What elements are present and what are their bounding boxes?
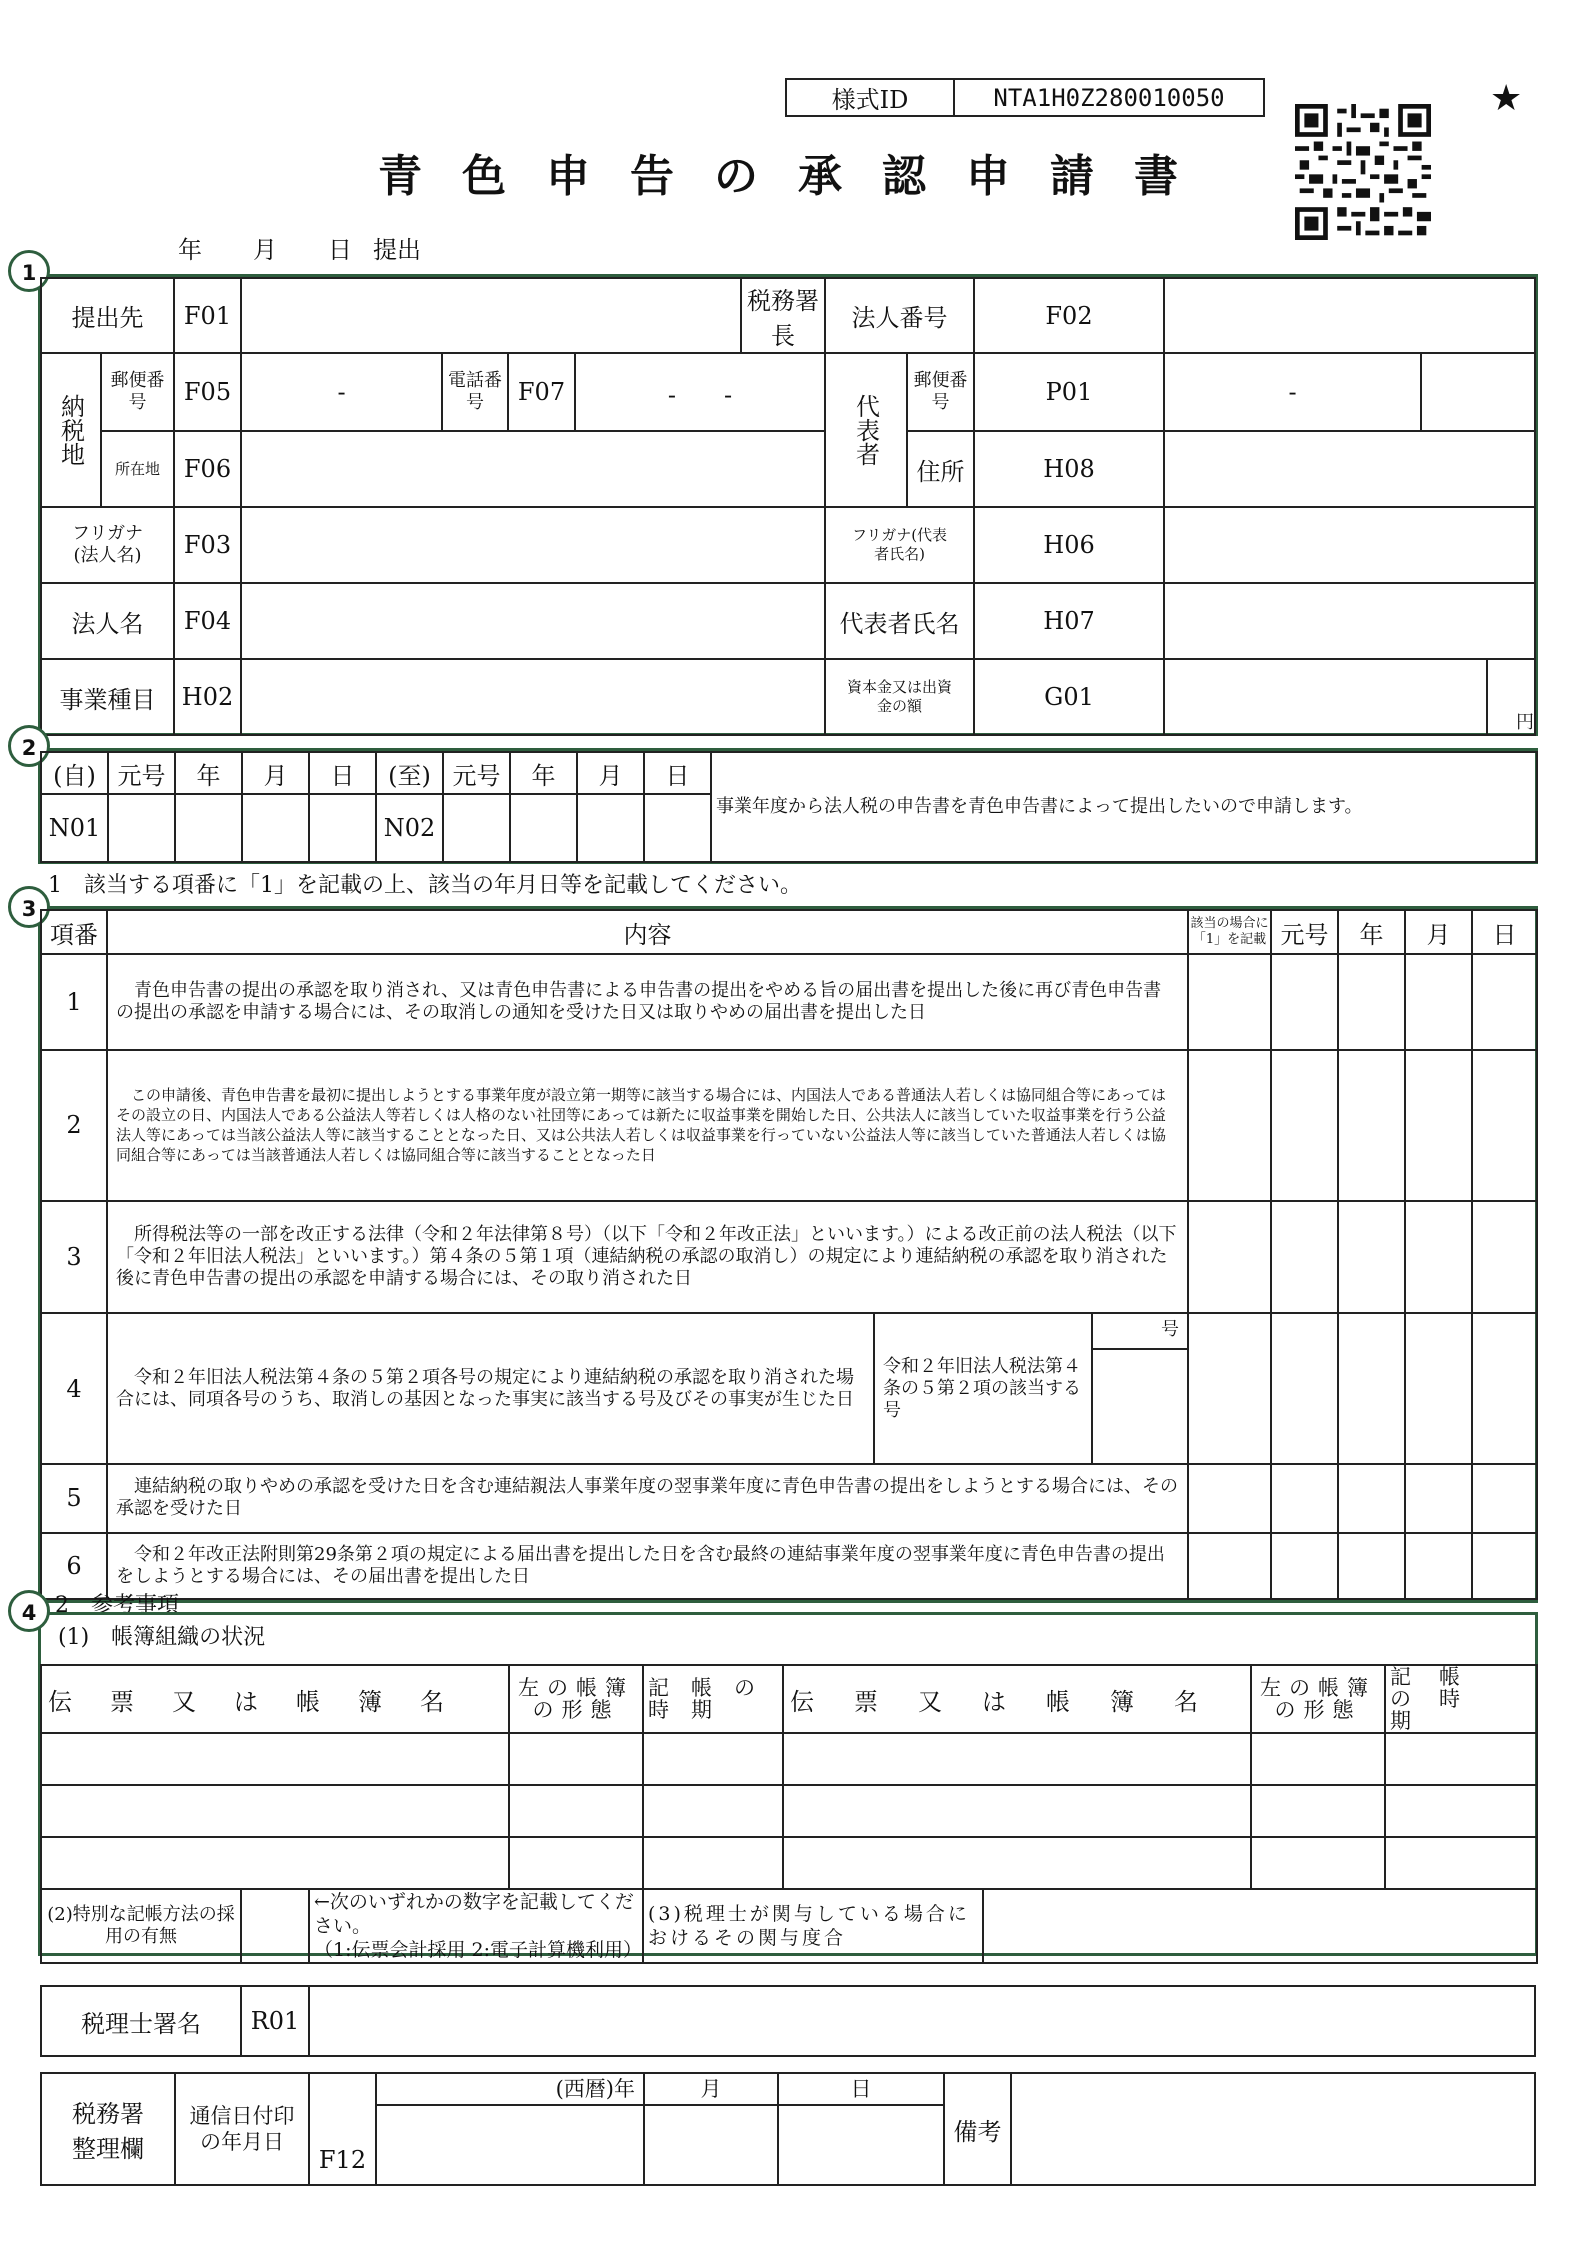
n02-tsuki-input[interactable] [577,794,644,862]
form-id-label: 様式ID [786,79,954,116]
f12-nen-input[interactable] [376,2105,644,2185]
row-4-text: 令和２年旧法人税法第４条の５第２項各号の規定により連結納税の承認を取り消された場合には、同項各号のうち、取消しの基因となった事実に該当する号及びその事実が生じた日 [107,1313,874,1464]
h-hi: 日 [1472,910,1537,954]
page-title: 青色申告の承認申請書 [378,151,1218,202]
ledger-3-form[interactable] [509,1837,643,1889]
instruction-text: 1 該当する項番に「1」を記載の上、該当の年月日等を記載してください。 [48,873,802,898]
shihonkin-label: 資本金又は出資金の額 [825,659,974,735]
sec4-title: 2 参考事項 [55,1593,179,1618]
jigyoshumoku-label: 事業種目 [41,659,174,735]
h02-label: H02 [174,659,241,735]
date-nen: 年 [178,236,202,264]
qr-code-icon [1295,104,1431,240]
date-hi: 日 [328,236,352,264]
special-method-note-2: （1:伝票会計採用 2:電子計算機利用） [314,1939,643,1961]
ledger-2-name[interactable] [41,1785,509,1837]
n01-hi-input[interactable] [309,794,376,862]
row-6-check-input[interactable] [1188,1533,1271,1599]
row-6-gengo-input[interactable] [1271,1533,1338,1599]
office-hi-label: 日 [778,2073,944,2105]
f01-label: F01 [174,278,241,353]
row-1-check-input[interactable] [1188,954,1271,1050]
h-ledger-period-1: 記帳の時期 [643,1665,783,1733]
f12-hi-input[interactable] [778,2105,944,2185]
row-4-no: 4 [41,1313,107,1464]
p01-label: P01 [974,353,1164,431]
f06-input[interactable] [241,431,825,507]
gengo-label-2: 元号 [443,752,510,794]
ledger-table [40,1664,1538,1964]
ledger-1b-form[interactable] [1251,1733,1385,1785]
h06-input[interactable] [1164,507,1535,583]
f05-input[interactable]: - [241,353,442,431]
row-4-go-label: 号 [1093,1314,1187,1350]
f02-label: F02 [974,278,1164,353]
f04-input[interactable] [241,583,825,659]
section-marker-3: 3 [8,886,50,928]
f01-input[interactable] [241,278,741,353]
row-2-check-input[interactable] [1188,1050,1271,1201]
office-tsuki-label: 月 [644,2073,778,2105]
f03-input[interactable] [241,507,825,583]
section-marker-4: 4 [8,1590,50,1632]
row-2-no: 2 [41,1050,107,1201]
form-id-value: NTA1H0Z280010050 [954,79,1264,116]
ji-label: (自) [41,752,108,794]
f02-input[interactable] [1164,278,1535,353]
applicable-items-table [40,909,1538,1600]
tax-accountant-involvement-input[interactable] [983,1889,1537,1963]
furigana-hojin-label: フリガナ(法人名) [41,507,174,583]
row-4-nen-input[interactable] [1338,1313,1405,1464]
fiscal-year-table [40,751,1538,863]
f06-label: F06 [174,431,241,507]
seireki-label: (西暦)年 [376,2073,644,2105]
row-6-nen-input[interactable] [1338,1533,1405,1599]
row-5-nen-input[interactable] [1338,1464,1405,1532]
row-2-hi-input[interactable] [1472,1050,1537,1201]
h06-label: H06 [974,507,1164,583]
row-1-gengo-input[interactable] [1271,954,1338,1050]
zeirishi-label: 税理士署名 [41,1986,241,2056]
row-4-gengo-input[interactable] [1271,1313,1338,1464]
row-1-text: 青色申告書の提出の承認を取り消され、又は青色申告書による申告書の提出をやめる旨の届出書を提出した後に再び青色申告書の提出の承認を申請する場合には、その取消しの通知を受けた日又は取りやめの届出書を提出した日 [107,954,1188,1050]
applicant-info-table [40,277,1536,736]
office-label: 税務署整理欄 [41,2073,175,2185]
special-method-input[interactable] [241,1889,309,1963]
ledger-2b-form[interactable] [1251,1785,1385,1837]
tsuki-label-1: 月 [242,752,309,794]
sec4-sub1: (1) 帳簿組織の状況 [58,1625,266,1650]
h07-input[interactable] [1164,583,1535,659]
h08-input[interactable] [1164,431,1535,507]
ledger-2-period[interactable] [643,1785,783,1837]
row-6-no: 6 [41,1533,107,1599]
row-4-go-input[interactable] [1092,1313,1188,1464]
hi-label-2: 日 [644,752,711,794]
row-1-tsuki-input[interactable] [1405,954,1472,1050]
h-tsuki: 月 [1405,910,1472,954]
biko-label: 備考 [944,2073,1011,2185]
zeirishi-table [40,1985,1536,2057]
h-ledger-form-2: 左の帳簿の形態 [1251,1665,1385,1733]
nen-label-1: 年 [175,752,242,794]
f04-label: F04 [174,583,241,659]
row-5-tsuki-input[interactable] [1405,1464,1472,1532]
application-statement: 事業年度から法人税の申告書を青色申告書によって提出したいので申請します。 [711,752,1537,862]
f12-label: F12 [309,2105,376,2185]
n01-gengo-input[interactable] [108,794,175,862]
h08-label: H08 [974,431,1164,507]
row-6-tsuki-input[interactable] [1405,1533,1472,1599]
itaru-label: (至) [376,752,443,794]
nen-label-2: 年 [510,752,577,794]
star-mark: ★ [1490,78,1523,119]
n02-nen-input[interactable] [510,794,577,862]
ledger-1b-period[interactable] [1385,1733,1537,1785]
row-3-nen-input[interactable] [1338,1201,1405,1314]
row-5-text: 連結納税の取りやめの承認を受けた日を含む連結親法人事業年度の翌事業年度に青色申告書の提出をしようとする場合には、その承認を受けた日 [107,1464,1188,1532]
f05-label: F05 [174,353,241,431]
daihyosha-label: 代表者 [825,353,907,507]
row-5-gengo-input[interactable] [1271,1464,1338,1532]
row-2-text: この申請後、青色申告書を最初に提出しようとする事業年度が設立第一期等に該当する場合には、内国法人である普通法人若しくは協同組合等にあってはその設立の日、内国法人である公益法人等若しくは人格のない社団等にあっては新たに収益事業を開始した日、公共法人に該当していた収益事業を行う公益法人等にあっては当該公益法人等に該当することとなった日、又は公共法人若しくは収益事業を行っていない公益法人等に該当していた普通法人若しくは協同組合等にあっては当該普通法人若しくは協同組合等に該当することとなった日 [107,1050,1188,1201]
n01-nen-input[interactable] [175,794,242,862]
teishutsusaki-label: 提出先 [41,278,174,353]
furigana-daihyo-label: フリガナ(代表者氏名) [825,507,974,583]
ledger-3b-form[interactable] [1251,1837,1385,1889]
h-naiyo: 内容 [107,910,1188,954]
row-4-tsuki-input[interactable] [1405,1313,1472,1464]
special-method-label: (2)特別な記帳方法の採用の有無 [41,1889,241,1963]
row-3-tsuki-input[interactable] [1405,1201,1472,1314]
date-tsuki: 月 [253,236,277,264]
biko-input[interactable] [1011,2073,1535,2185]
g01-label: G01 [974,659,1164,735]
h-check: 該当の場合に「1」を記載 [1188,910,1271,954]
row-3-no: 3 [41,1201,107,1314]
n01-tsuki-input[interactable] [242,794,309,862]
special-method-note-1: ←次のいずれかの数字を記載してください。 [314,1891,634,1937]
ledger-3-period[interactable] [643,1837,783,1889]
h-kouban: 項番 [41,910,107,954]
h-gengo: 元号 [1271,910,1338,954]
row-4-check-input[interactable] [1188,1313,1271,1464]
jusho-label: 住所 [907,431,974,507]
h-ledger-form-1: 左の帳簿の形態 [509,1665,643,1733]
h07-label: H07 [974,583,1164,659]
n02-label: N02 [376,794,443,862]
h-nen: 年 [1338,910,1405,954]
ledger-1-name[interactable] [41,1733,509,1785]
section-marker-1: 1 [8,250,50,292]
f07-input[interactable]: - - [575,353,825,431]
ledger-2-form[interactable] [509,1785,643,1837]
h-ledger-period-2: 記帳の時期 [1385,1665,1537,1733]
h02-input[interactable] [241,659,825,735]
n02-gengo-input[interactable] [443,794,510,862]
zeimushocho-label: 税務署長 [741,278,825,353]
r01-label: R01 [241,1986,309,2056]
row-4-hi-input[interactable] [1472,1313,1537,1464]
row-6-hi-input[interactable] [1472,1533,1537,1599]
p01-input-2[interactable] [1421,353,1535,431]
ledger-3-name[interactable] [41,1837,509,1889]
ledger-1-form[interactable] [509,1733,643,1785]
row-3-hi-input[interactable] [1472,1201,1537,1314]
hojinmei-label: 法人名 [41,583,174,659]
h-ledger-name-2: 伝票又は帳簿名 [783,1665,1251,1733]
row-2-tsuki-input[interactable] [1405,1050,1472,1201]
yubin2-label: 郵便番号 [907,353,974,431]
hi-label-1: 日 [309,752,376,794]
f07-label: F07 [508,353,575,431]
n02-hi-input[interactable] [644,794,711,862]
hojin-bango-label: 法人番号 [825,278,974,353]
tax-office-table [40,2072,1536,2186]
yubin-label: 郵便番号 [101,353,174,431]
p01-input[interactable]: - [1164,353,1421,431]
date-teishutsu: 提出 [373,236,421,264]
n01-label: N01 [41,794,108,862]
ledger-2b-name[interactable] [783,1785,1251,1837]
f03-label: F03 [174,507,241,583]
row-5-no: 5 [41,1464,107,1532]
row-4-sub-label: 令和２年旧法人税法第４条の５第２項の該当する号 [874,1313,1092,1464]
row-6-text: 令和２年改正法附則第29条第２項の規定による届出書を提出した日を含む最終の連結事業年度の翌事業年度に青色申告書の提出をしようとする場合には、その届出書を提出した日 [107,1533,1188,1599]
f12-top-cell [309,2073,376,2105]
r01-input[interactable] [309,1986,1535,2056]
ledger-1b-name[interactable] [783,1733,1251,1785]
row-5-check-input[interactable] [1188,1464,1271,1532]
tsushin-label: 通信日付印の年月日 [175,2073,309,2185]
special-method-note [309,1889,643,1963]
daihyoshashimei-label: 代表者氏名 [825,583,974,659]
row-5-hi-input[interactable] [1472,1464,1537,1532]
f12-tsuki-input[interactable] [644,2105,778,2185]
section-marker-2: 2 [8,725,50,767]
row-1-hi-input[interactable] [1472,954,1537,1050]
nozeichi-label: 納税地 [41,353,101,507]
row-2-gengo-input[interactable] [1271,1050,1338,1201]
row-3-text: 所得税法等の一部を改正する法律（令和２年法律第８号）（以下「令和２年改正法」といいます。）による改正前の法人税法（以下「令和２年旧法人税法」といいます。）第４条の５第１項（連結納税の承認の取消し）の規定により連結納税の承認を取り消された後に青色申告書の提出の承認を申請する場合には、その取り消された日 [107,1201,1188,1314]
row-1-nen-input[interactable] [1338,954,1405,1050]
yen-unit: 円 [1487,659,1535,735]
gengo-label-1: 元号 [108,752,175,794]
shozaichi-label: 所在地 [101,431,174,507]
row-1-no: 1 [41,954,107,1050]
ledger-3b-period[interactable] [1385,1837,1537,1889]
ledger-1-period[interactable] [643,1733,783,1785]
ledger-3b-name[interactable] [783,1837,1251,1889]
row-3-gengo-input[interactable] [1271,1201,1338,1314]
g01-input[interactable] [1164,659,1487,735]
ledger-2b-period[interactable] [1385,1785,1537,1837]
denwa-label: 電話番号 [442,353,508,431]
h-ledger-name-1: 伝票又は帳簿名 [41,1665,509,1733]
row-2-nen-input[interactable] [1338,1050,1405,1201]
tax-accountant-involvement-label: (3)税理士が関与している場合におけるその関与度合 [643,1889,983,1963]
row-3-check-input[interactable] [1188,1201,1271,1314]
tsuki-label-2: 月 [577,752,644,794]
form-id-box [785,78,1265,117]
